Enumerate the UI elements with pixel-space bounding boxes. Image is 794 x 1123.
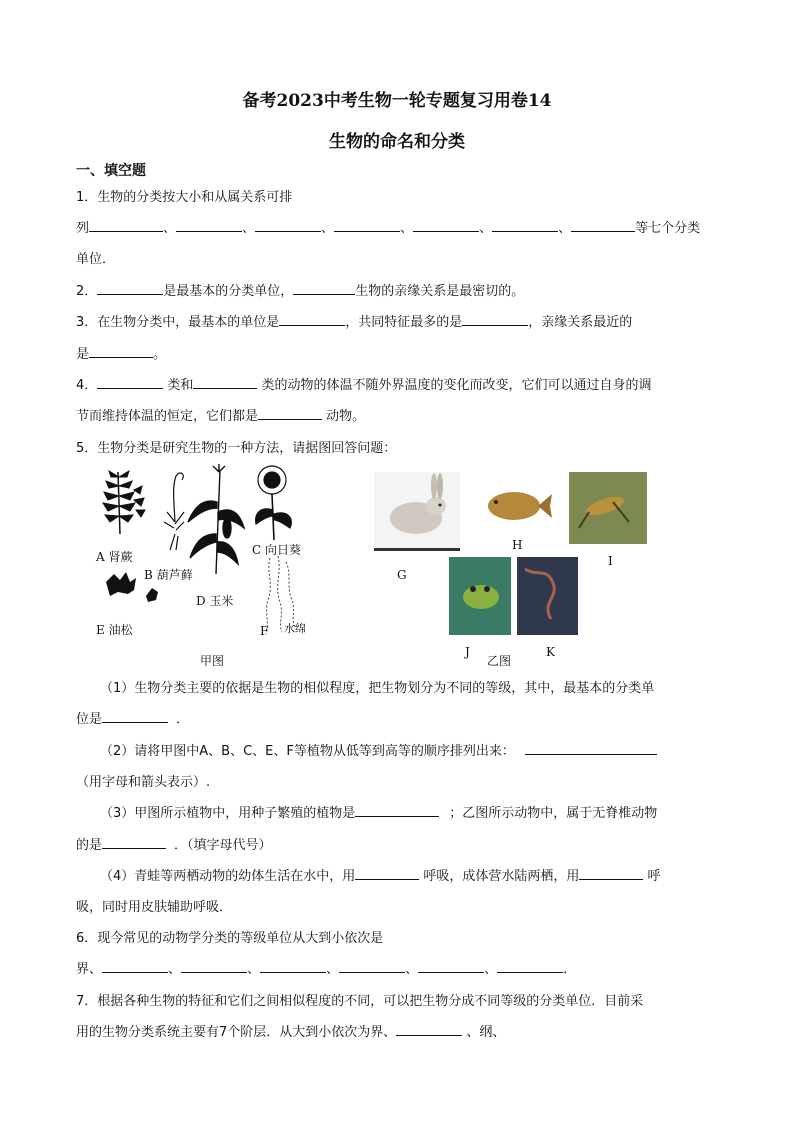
q4-line1: 4． 类和 类的动物的体温不随外界温度的变化而改变，它们可以通过自身的调 [76, 378, 652, 393]
q3-line1: 3．在生物分类中，最基本的单位是 ，共同特征最多的是 ，亲缘关系最近的 [76, 315, 633, 330]
sunflower-drawing [256, 466, 292, 540]
doc-subtitle: 生物的命名和分类 [329, 132, 465, 152]
label-j: J [465, 645, 470, 659]
photo-grasshopper [569, 472, 647, 544]
label-e: E 油松 [96, 623, 133, 637]
q5-s4-line1: （4）青蛙等两栖动物的幼体生活在水中，用 呼吸，成体营水陆两栖，用 呼 [100, 869, 661, 884]
photo-frog [449, 557, 511, 635]
q7-line1: 7．根据各种生物的特征和它们之间相似程度的不同，可以把生物分成不同等级的分类单位．目前采 [76, 994, 644, 1009]
label-k: K [546, 645, 555, 659]
label-d: D 玉米 [196, 594, 234, 608]
label-f: F [260, 624, 269, 638]
q5-s4-line2: 吸，同时用皮肤辅助呼吸． [76, 900, 233, 915]
q6-line2: 界、 、 、 、 、 、 ． [76, 962, 577, 977]
doc-title: 备考2023中考生物一轮专题复习用卷14 [242, 91, 552, 111]
corn-drawing [188, 464, 244, 574]
label-h: H [512, 538, 523, 552]
q5-s2-line1: （2）请将甲图中A、B、C、E、F等植物从低等到高等的顺序排列出来： [100, 740, 657, 759]
label-i: I [608, 554, 613, 568]
moss-drawing [164, 473, 184, 550]
q5-s3-line2: 的是 ．（填字母代号） [76, 838, 272, 853]
fern-drawing [103, 471, 145, 534]
q6-line1: 6．现今常见的动物学分类的等级单位从大到小依次是 [76, 931, 384, 946]
section-heading: 一、填空题 [76, 163, 146, 179]
photo-rabbit [374, 472, 460, 551]
q5-s1-line1: （1）生物分类主要的依据是生物的相似程度，把生物划分为不同的等级，其中，最基本的分类单 [100, 681, 655, 696]
q4-line2: 节而维持体温的恒定，它们都是 动物。 [76, 409, 366, 424]
q5-s3-line1: （3）甲图所示植物中，用种子繁殖的植物是 ；乙图所示动物中，属于无脊椎动物 [100, 806, 658, 821]
caption-jia: 甲图 [200, 654, 225, 668]
q1-line1: 1．生物的分类按大小和从属关系可排 [76, 190, 293, 205]
q1-line3: 单位． [76, 252, 116, 267]
q5-s2-line2: （用字母和箭头表示）. [76, 775, 211, 790]
label-b: B 葫芦藓 [144, 568, 193, 582]
q7-line2: 用的生物分类系统主要有7个阶层．从大到小依次为界、 、纲、 [76, 1025, 506, 1040]
label-g: G [397, 568, 407, 582]
caption-yi: 乙图 [487, 654, 512, 668]
photo-earthworm [517, 557, 578, 635]
q5-intro: 5．生物分类是研究生物的一种方法，请据图回答问题： [76, 441, 397, 456]
q2-line: 2． 是最基本的分类单位， 生物的亲缘关系是最密切的。 [76, 284, 525, 299]
label-f-name: 水绵 [284, 622, 306, 635]
q5-s1-line2: 位是 ． [76, 712, 190, 727]
label-c: C 向日葵 [252, 543, 301, 557]
q1-line2: 列 、 、 、 、 、 、 等七个分类 [76, 221, 701, 236]
label-a: A 肾蕨 [96, 550, 133, 564]
photo-fish [478, 480, 554, 530]
q3-line2: 是 。 [76, 347, 167, 362]
